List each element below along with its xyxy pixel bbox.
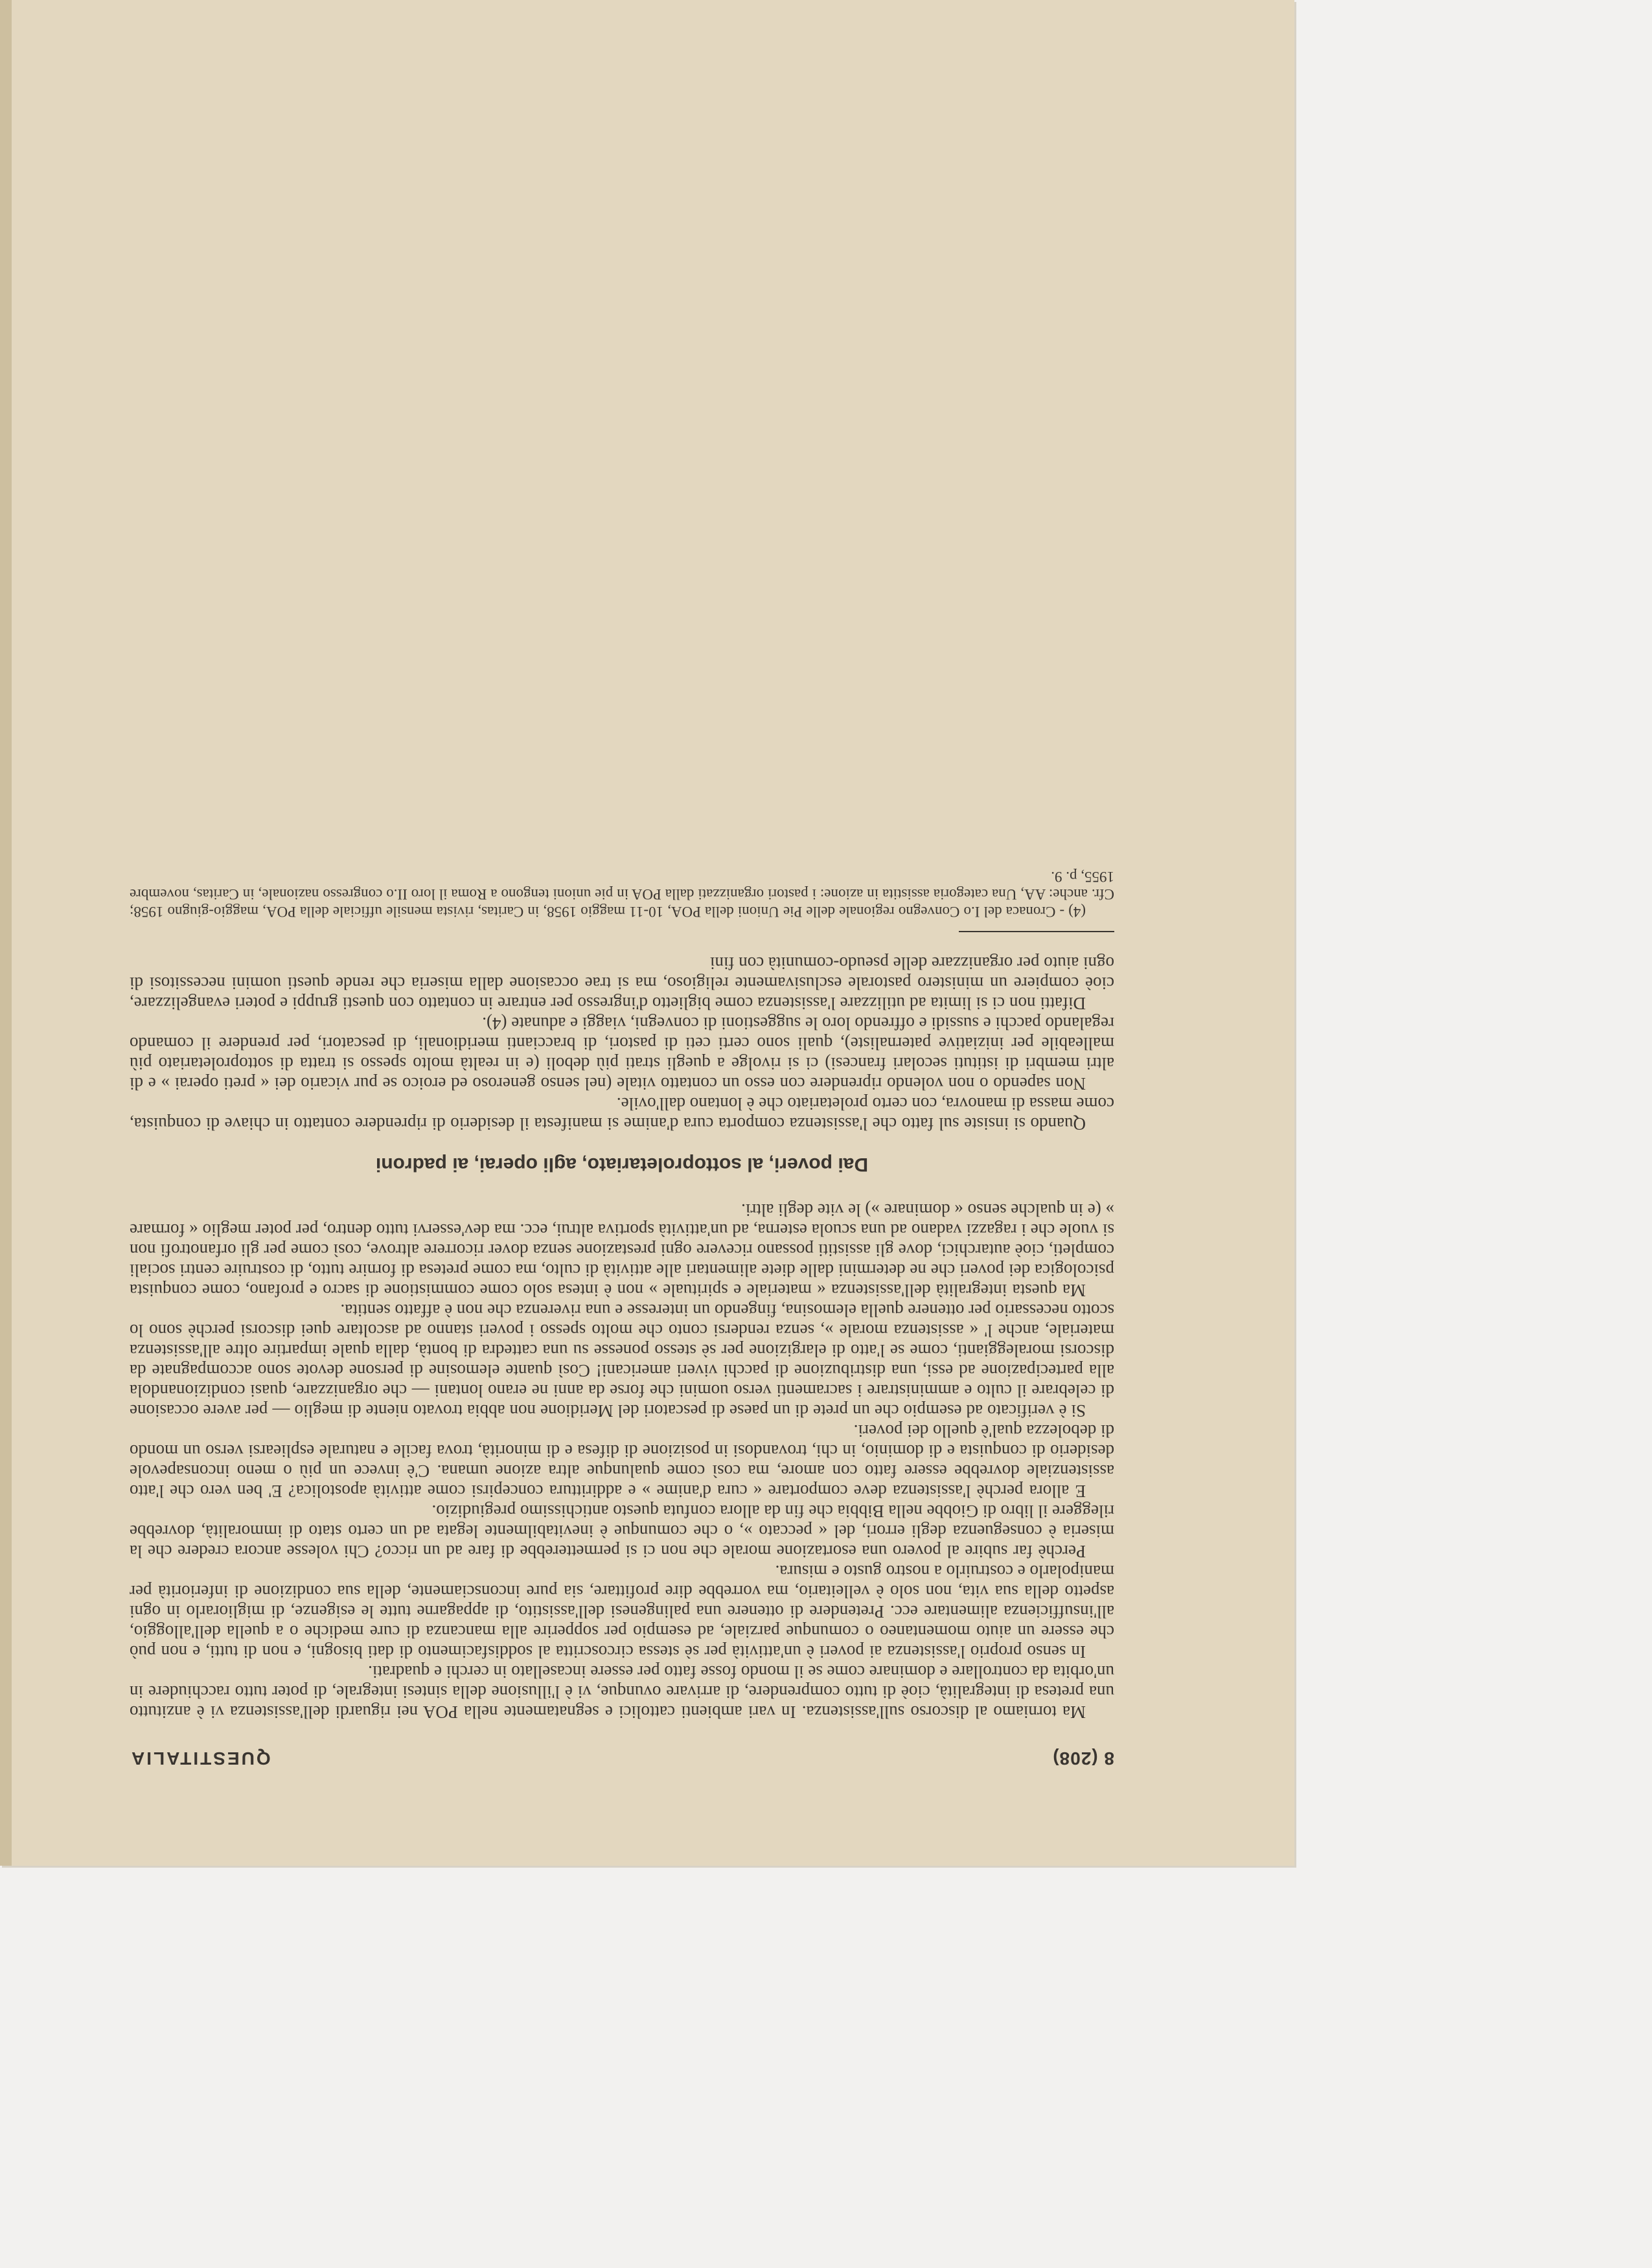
- magazine-title: QUESTITALIA: [130, 1748, 271, 1769]
- paragraph: Non sapendo o non volendo riprendere con esso un contatto vitale (nel senso generoso ed eroico se pur vicario dei « preti operai » e di altri membri di istituti secolari francesi) ci si rivolge a quegli strati più deboli (e in realtà molto spesso si tratta di sottoproletariato più malleabile per iniziative paternaliste), quali sono certi ceti di pastori, di braccianti meridionali, di pescatori, per prendere il comando regalando pacchi e sussidi e offrendo loro le suggestioni di convegni, viaggi e adunate (4).: [130, 1014, 1114, 1094]
- section-body: [130, 953, 1114, 1134]
- paragraph: Perchè far subire al povero una esortazione morale che non ci si permetterebbe di fare ad un ricco? Chi volesse ancora credere che la miseria è conseguenza degli errori, del « peccato », o che comunque è inevitabilmente legata ad un certo stato di immoralità, dovrebbe rileggere il libro di Giobbe nella Bibbia che fin da allora confuta questo antichissimo pregiudizio.: [130, 1502, 1114, 1561]
- paragraph: Si è verificato ad esempio che un prete di un paese di pescatori del Meridione non abbia trovato niente di meglio — per avere occasione di celebrare il culto e amministrare i sacramenti verso uomini che forse da anni ne erano lontani — che organizzare, quasi condizionandola alla partecipazione ad essi, una distribuzione di pacchi viveri americani! Così quante elemosine di persone devote sono accompagnate da discorsi moraleggianti, come se l'atto di elargizione per sè stesso ponesse su una cattedra di bontà, dalla quale impartire oltre all'assistenza materiale, anche l' « assistenza morale », senza rendersi conto che molto spesso i poveri stanno ad ascoltare quei discorsi perchè sono lo scotto necessario per ottenere quella elemosina, fingendo un interesse e una riverenza che non è affatto sentita.: [130, 1301, 1114, 1421]
- footnote: [130, 868, 1114, 921]
- paragraph: In senso proprio l'assistenza ai poveri è un'attività per sè stessa circoscritta al soddisfacimento di dati bisogni, e non di tutti, e non può che essere un aiuto momentaneo o comunque parziale, ad esempio per sopperire alla mancanza di cure mediche o a quella dell'alloggio, all'insufficienza alimentare ecc. Pretendere di ottenere una palingenesi dell'assistito, di appagarne tutte le esigenze, di migliorarlo in ogni aspetto della sua vita, non solo è velleitario, ma vorrebbe dire profittare, sia pure inconsciamente, della sua condizione di inferiorità per manipolarlo e costruirlo a nostro gusto e misura.: [130, 1562, 1114, 1662]
- footnote-text: (4) - Cronaca del I.o Convegno regionale delle Pie Unioni della POA, 10-11 maggio 1958, in Caritas, rivista mensile ufficiale della POA, maggio-giugno 1958; Cfr. anche: AA, Una categoria assistita in azione: i pastori organizzati dalla POA in pie unioni tengono a Roma il loro II.o congresso nazionale, in Caritas, novembre 1955, p. 9.: [130, 869, 1114, 920]
- paragraph: E allora perchè l'assistenza deve comportare « cura d'anime » e addirittura concepirsi come attività apostolica? E' ben vero che l'atto assistenziale dovrebbe essere fatto con amore, ma così come qualunque altra azione umana. C'è invece un più o meno inconsapevole desiderio di conquista e di dominio, in chi, trovandosi in posizione di difesa e di minorità, trova facile e naturale espliearsi verso un mondo di debolezza qual'è quello dei poveri.: [130, 1421, 1114, 1501]
- intro-section: [130, 1200, 1114, 1722]
- page-binding-edge: [0, 0, 12, 1866]
- paragraph: Difatti non ci si limita ad utilizzare l'assistenza come biglietto d'ingresso per entrare in contatto con questi gruppi e poteri evangelizzare, cioè compiere un ministero pastorale esclusivamente religioso, ma si trae occasione dalla miseria che rende questi uomini necessitosi di ogni aiuto per organizzare delle pseudo-comunità con fini: [130, 954, 1114, 1013]
- paragraph: Ma questa integralità dell'assistenza « materiale e spirituale » non è intesa solo come commistione di sacro e profano, come conquista psicologica dei poveri che ne determini dalle diete alimentari alle attività di culto, ma come pretesa di fornire tutto, di costruire centri sociali completi, cioè autarchici, dove gli assistiti possano ricevere ogni prestazione senza dover ricorrere altrove, così come per gli orfanotrofi non si vuole che i ragazzi vadano ad una scuola esterna, ad un'attività sportiva altrui, ecc. ma dev'esservi tutto dentro, per poter meglio « formare » (e in qualche senso « dominare ») le vite degli altri.: [130, 1200, 1114, 1300]
- footnote-divider: [959, 931, 1114, 932]
- running-head: [130, 1748, 1114, 1769]
- paragraph: Quando si insiste sul fatto che l'assistenza comporta cura d'anime si manifesta il desiderio di riprendere contatto in chiave di conquista, come massa di manovra, con certo proletariato che è lontano dall'ovile.: [130, 1094, 1114, 1134]
- paragraph: Ma torniamo al discorso sull'assistenza. In vari ambienti cattolici e segnatamente nella POA nei riguardi dell'assistenza vi è anzitutto una pretesa di integralità, cioè di tutto comprendere, di arrivare ovunque, vi è l'illusione della sintesi integrale, di poter tutto racchiudere in un'orbita da controllare e dominare come se il mondo fosse fatto per essere incasellato in cerchi e quadrati.: [130, 1662, 1114, 1722]
- page-number: 8 (208): [1052, 1748, 1114, 1769]
- upside-down-content: [130, 123, 1114, 1769]
- section-heading: Dai poveri, al sottoproletariato, agli operai, ai padroni: [375, 1154, 869, 1175]
